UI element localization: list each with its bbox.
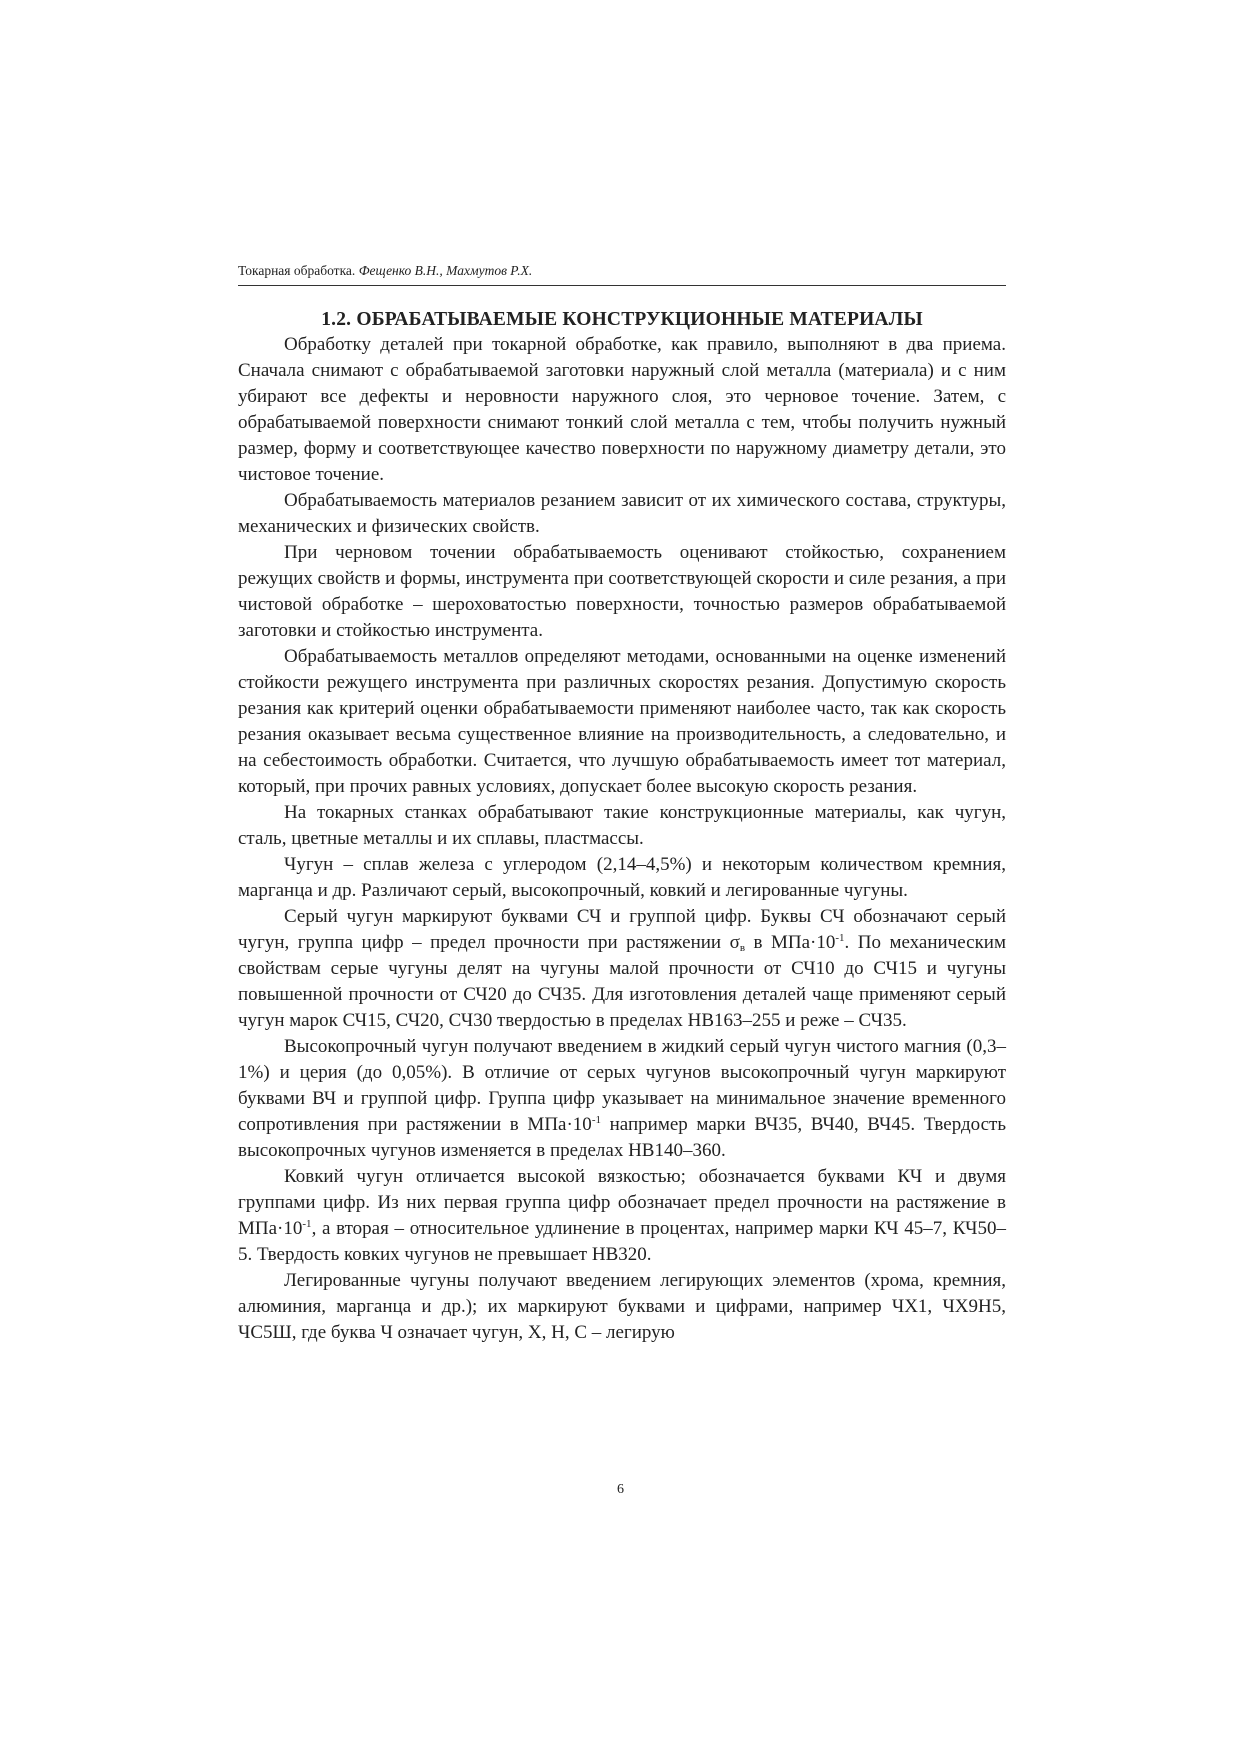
page-content xyxy=(238,308,1006,1346)
section-title: 1.2. ОБРАБАТЫВАЕМЫЕ КОНСТРУКЦИОННЫЕ МАТЕРИАЛЫ xyxy=(321,309,923,330)
running-header xyxy=(238,262,1006,286)
paragraph-2: Обрабатываемость материалов резанием зависит от их химического состава, структуры, механических и физических свойств. xyxy=(238,490,1006,537)
paragraph-4: Обрабатываемость металлов определяют методами, основанными на оценке изменений стойкости режущего инструмента при различных скоростях резания. Допустимую скорость резания как критерий оценки обрабатываемости применяют наиболее часто, так как скорость резания оказывает весьма существенное влияние на производительность, а следовательно, и на себестоимость обработки. Считается, что лучшую обрабатываемость имеет тот материал, который, при прочих равных условиях, допускает более высокую скорость резания. xyxy=(238,646,1006,797)
paragraph-7-text-b: в МПа·10 xyxy=(745,932,836,953)
book-title: Токарная обработка. xyxy=(238,263,356,278)
paragraph-7-text-c: . По механическим свойствам серые чугуны делят на чугуны малой прочности от СЧ10 до СЧ15 и чугуны повышенной прочности от СЧ20 до СЧ35. Для изготовления деталей чаще применяют серый чугун марок СЧ15, СЧ20, СЧ30 твердостью в пределах НВ163–255 и реже – СЧ35. xyxy=(238,932,1006,1031)
page-number: 6 xyxy=(617,1482,624,1497)
body-text xyxy=(238,332,1006,1346)
paragraph-8 xyxy=(238,1034,1006,1164)
paragraph-1: Обработку деталей при токарной обработке, как правило, выполняют в два приема. Сначала снимают с обрабатываемой заготовки наружный слой металла (материала) и с ним убирают все дефекты и неровности наружного слоя, это черновое точение. Затем, с обрабатываемой поверхности снимают тонкий слой металла с тем, чтобы получить нужный размер, форму и соответствующее качество поверхности по наружному диаметру детали, это чистовое точение. xyxy=(238,334,1006,485)
exponent: -1 xyxy=(302,1218,312,1230)
paragraph-8-text-b: например марки ВЧ35, ВЧ40, ВЧ45. Твердость высокопрочных чугунов изменяется в пределах НВ140–360. xyxy=(238,1114,1006,1161)
exponent: -1 xyxy=(591,1114,601,1126)
paragraph-9 xyxy=(238,1164,1006,1268)
paragraph-9-text-b: , а вторая – относительное удлинение в процентах, например марки КЧ 45–7, КЧ50–5. Твердость ковких чугунов не превышает НВ320. xyxy=(238,1218,1006,1265)
exponent: -1 xyxy=(835,932,845,944)
paragraph-5: На токарных станках обрабатывают такие конструкционные материалы, как чугун, сталь, цветные металлы и их сплавы, пластмассы. xyxy=(238,802,1006,849)
book-authors: Фещенко В.Н., Махмутов Р.Х. xyxy=(358,263,533,278)
paragraph-8-text-a: Высокопрочный чугун получают введением в жидкий серый чугун чистого магния (0,3–1%) и церия (до 0,05%). В отличие от серых чугунов высокопрочный чугун маркируют буквами ВЧ и группой цифр. Группа цифр указывает на минимальное значение временного сопротивления при растяжении в МПа·10 xyxy=(238,1036,1006,1135)
paragraph-7 xyxy=(238,904,1006,1034)
paragraph-7-text-a: Серый чугун маркируют буквами СЧ и группой цифр. Буквы СЧ обозначают серый чугун, группа цифр – предел прочности при растяжении σ xyxy=(238,906,1006,953)
sigma-subscript: в xyxy=(739,942,746,954)
paragraph-6: Чугун – сплав железа с углеродом (2,14–4,5%) и некоторым количеством кремния, марганца и др. Различают серый, высокопрочный, ковкий и легированные чугуны. xyxy=(238,854,1006,901)
paragraph-9-text-a: Ковкий чугун отличается высокой вязкостью; обозначается буквами КЧ и двумя группами цифр. Из них первая группа цифр обозначает предел прочности на растяжение в МПа·10 xyxy=(238,1166,1006,1239)
paragraph-10: Легированные чугуны получают введением легирующих элементов (хрома, кремния, алюминия, марганца и др.); их маркируют буквами и цифрами, например ЧХ1, ЧХ9Н5, ЧС5Ш, где буква Ч означает чугун, Х, Н, С – легирую xyxy=(238,1270,1006,1343)
paragraph-3: При черновом точении обрабатываемость оценивают стойкостью, сохранением режущих свойств и формы, инструмента при соответствующей скорости и силе резания, а при чистовой обработке – шероховатостью поверхности, точностью размеров обрабатываемой заготовки и стойкостью инструмента. xyxy=(238,542,1006,641)
